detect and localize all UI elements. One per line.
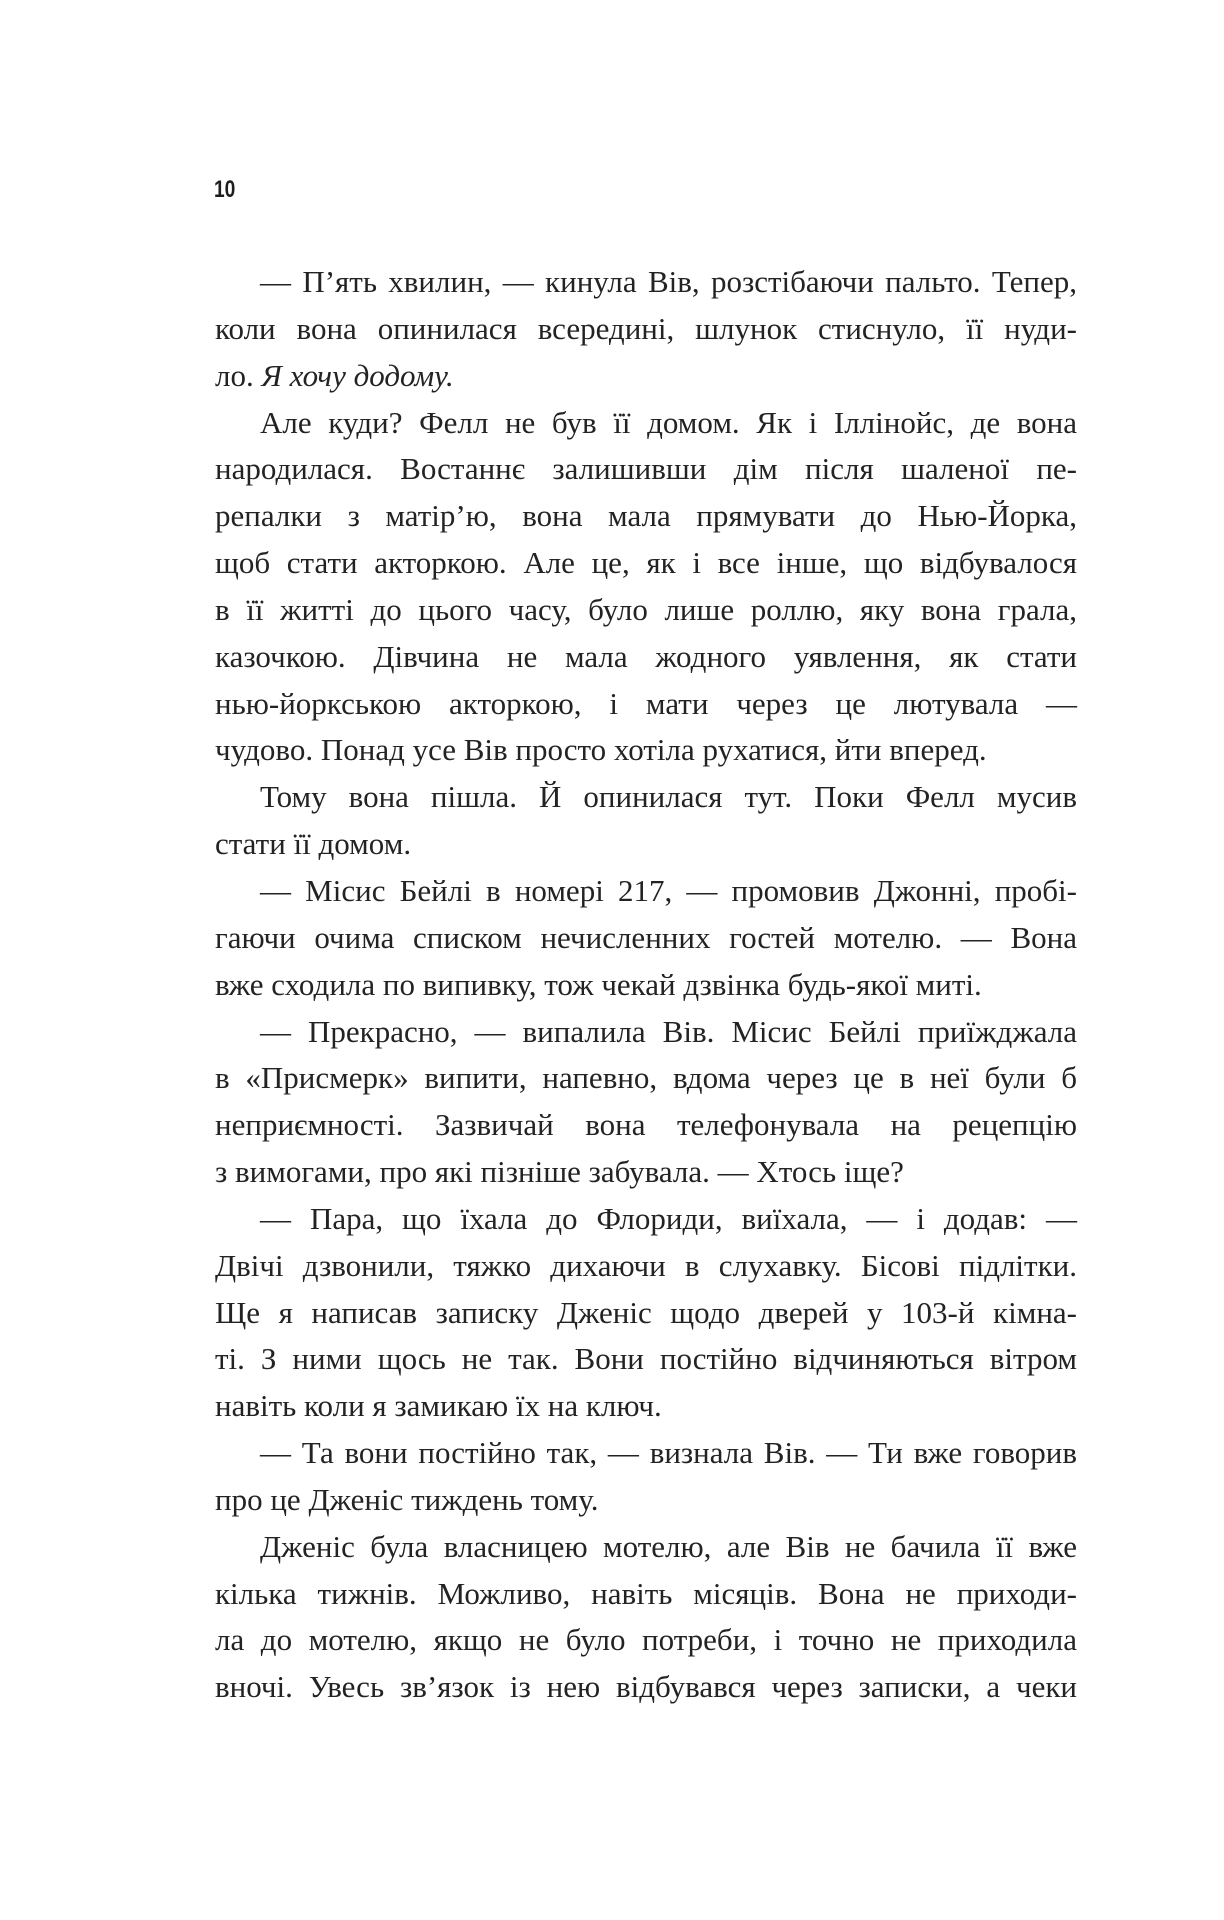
text-line: [215, 962, 1077, 1009]
text-line: [215, 1102, 1077, 1149]
line-text: казочкою. Дівчина не мала жодного уявлення, як стати: [215, 638, 1077, 674]
text-line: [215, 306, 1077, 353]
line-text: Тому вона пішла. Й опинилася тут. Поки Фелл мусив: [260, 779, 1077, 815]
paragraph: [215, 1524, 1077, 1711]
line-text: — Та вони постійно так, — визнала Вів. — Ти вже говорив: [260, 1435, 1077, 1471]
line-text: нью-йоркською акторкою, і мати через це лютувала —: [215, 685, 1077, 721]
line-text: неприємності. Зазвичай вона телефонувала на рецепцію: [215, 1107, 1077, 1143]
paragraph: [215, 1009, 1077, 1196]
line-text: Ще я написав записку Дженіс щодо дверей у 103-й кімна-: [215, 1294, 1077, 1330]
text-line: [215, 634, 1077, 681]
line-text: про це Дженіс тиждень тому.: [215, 1481, 599, 1517]
text-line: [215, 727, 1077, 774]
line-text: в «Присмерк» випити, напевно, вдома через це в неї були б: [215, 1060, 1077, 1096]
line-text: стати її домом.: [215, 826, 412, 862]
page-number: 10: [214, 176, 236, 203]
line-text: — П’ять хвилин, — кинула Вів, розстібаючи пальто. Тепер,: [260, 264, 1077, 299]
line-text: чудово. Понад усе Вів просто хотіла рухатися, йти вперед.: [215, 732, 987, 768]
text-line: [215, 821, 1077, 868]
paragraph: [215, 868, 1077, 1009]
line-text: ла до мотелю, якщо не було потреби, і точно не приходила: [215, 1622, 1077, 1658]
text-line: [215, 540, 1077, 587]
line-text: ло.: [215, 357, 254, 393]
line-text: — Прекрасно, — випалила Вів. Місис Бейлі приїжджала: [260, 1013, 1077, 1049]
line-text: Двічі дзвонили, тяжко дихаючи в слухавку. Бісові підлітки.: [215, 1247, 1077, 1283]
italic-thought: Я хочу додому.: [261, 357, 454, 393]
line-text: ті. З ними щось не так. Вони постійно відчиняються вітром: [215, 1341, 1077, 1377]
text-line: [215, 1196, 1077, 1243]
line-text: народилася. Востаннє залишивши дім після шаленої пе-: [215, 451, 1077, 487]
text-line: [215, 446, 1077, 493]
line-text: навіть коли я замикаю їх на ключ.: [215, 1388, 662, 1424]
text-line: [215, 1055, 1077, 1102]
text-line: [215, 915, 1077, 962]
line-text: Дженіс була власницею мотелю, але Вів не бачила її вже: [260, 1528, 1077, 1564]
text-line: [215, 353, 1077, 400]
paragraph: [215, 1430, 1077, 1524]
text-line: [215, 1524, 1077, 1571]
line-text: з вимогами, про які пізніше забувала. — Хтось іще?: [215, 1154, 904, 1190]
text-line: [215, 587, 1077, 634]
line-text: Але куди? Фелл не був її домом. Як і Іллінойс, де вона: [260, 404, 1077, 440]
line-text: в її житті до цього часу, було лише роллю, яку вона грала,: [215, 591, 1077, 627]
line-text: вже сходила по випивку, тож чекай дзвінка будь-якої миті.: [215, 966, 982, 1002]
paragraph: [215, 1196, 1077, 1430]
text-line: [215, 1290, 1077, 1337]
text-line: [215, 400, 1077, 447]
text-line: [215, 868, 1077, 915]
line-text: гаючи очима списком нечисленних гостей мотелю. — Вона: [215, 919, 1077, 955]
text-line: [215, 1571, 1077, 1618]
text-line: [215, 259, 1077, 306]
text-line: [215, 1430, 1077, 1477]
line-text: — Місис Бейлі в номері 217, — промовив Джонні, пробі-: [260, 872, 1077, 908]
line-text: кілька тижнів. Можливо, навіть місяців. Вона не приходи-: [215, 1575, 1077, 1611]
text-line: [215, 774, 1077, 821]
text-line: [215, 1617, 1077, 1664]
text-line: [215, 1009, 1077, 1056]
line-text: вночі. Увесь зв’язок із нею відбувався через записки, а чеки: [215, 1669, 1077, 1705]
line-text: репалки з матір’ю, вона мала прямувати до Нью-Йорка,: [215, 498, 1077, 534]
text-line: [215, 1664, 1077, 1711]
text-line: [215, 1149, 1077, 1196]
paragraph: [215, 400, 1077, 775]
text-line: [215, 1336, 1077, 1383]
text-line: [215, 1383, 1077, 1430]
text-line: [215, 1243, 1077, 1290]
paragraph: [215, 774, 1077, 868]
text-line: [215, 493, 1077, 540]
line-text: — Пара, що їхала до Флориди, виїхала, — і додав: —: [260, 1200, 1077, 1236]
text-line: [215, 1477, 1077, 1524]
text-line: [215, 681, 1077, 728]
line-text: коли вона опинилася всередині, шлунок стиснуло, її нуди-: [215, 310, 1077, 346]
body-text: [215, 259, 1077, 1711]
paragraph: [215, 259, 1077, 400]
line-text: щоб стати акторкою. Але це, як і все інше, що відбувалося: [215, 545, 1077, 581]
